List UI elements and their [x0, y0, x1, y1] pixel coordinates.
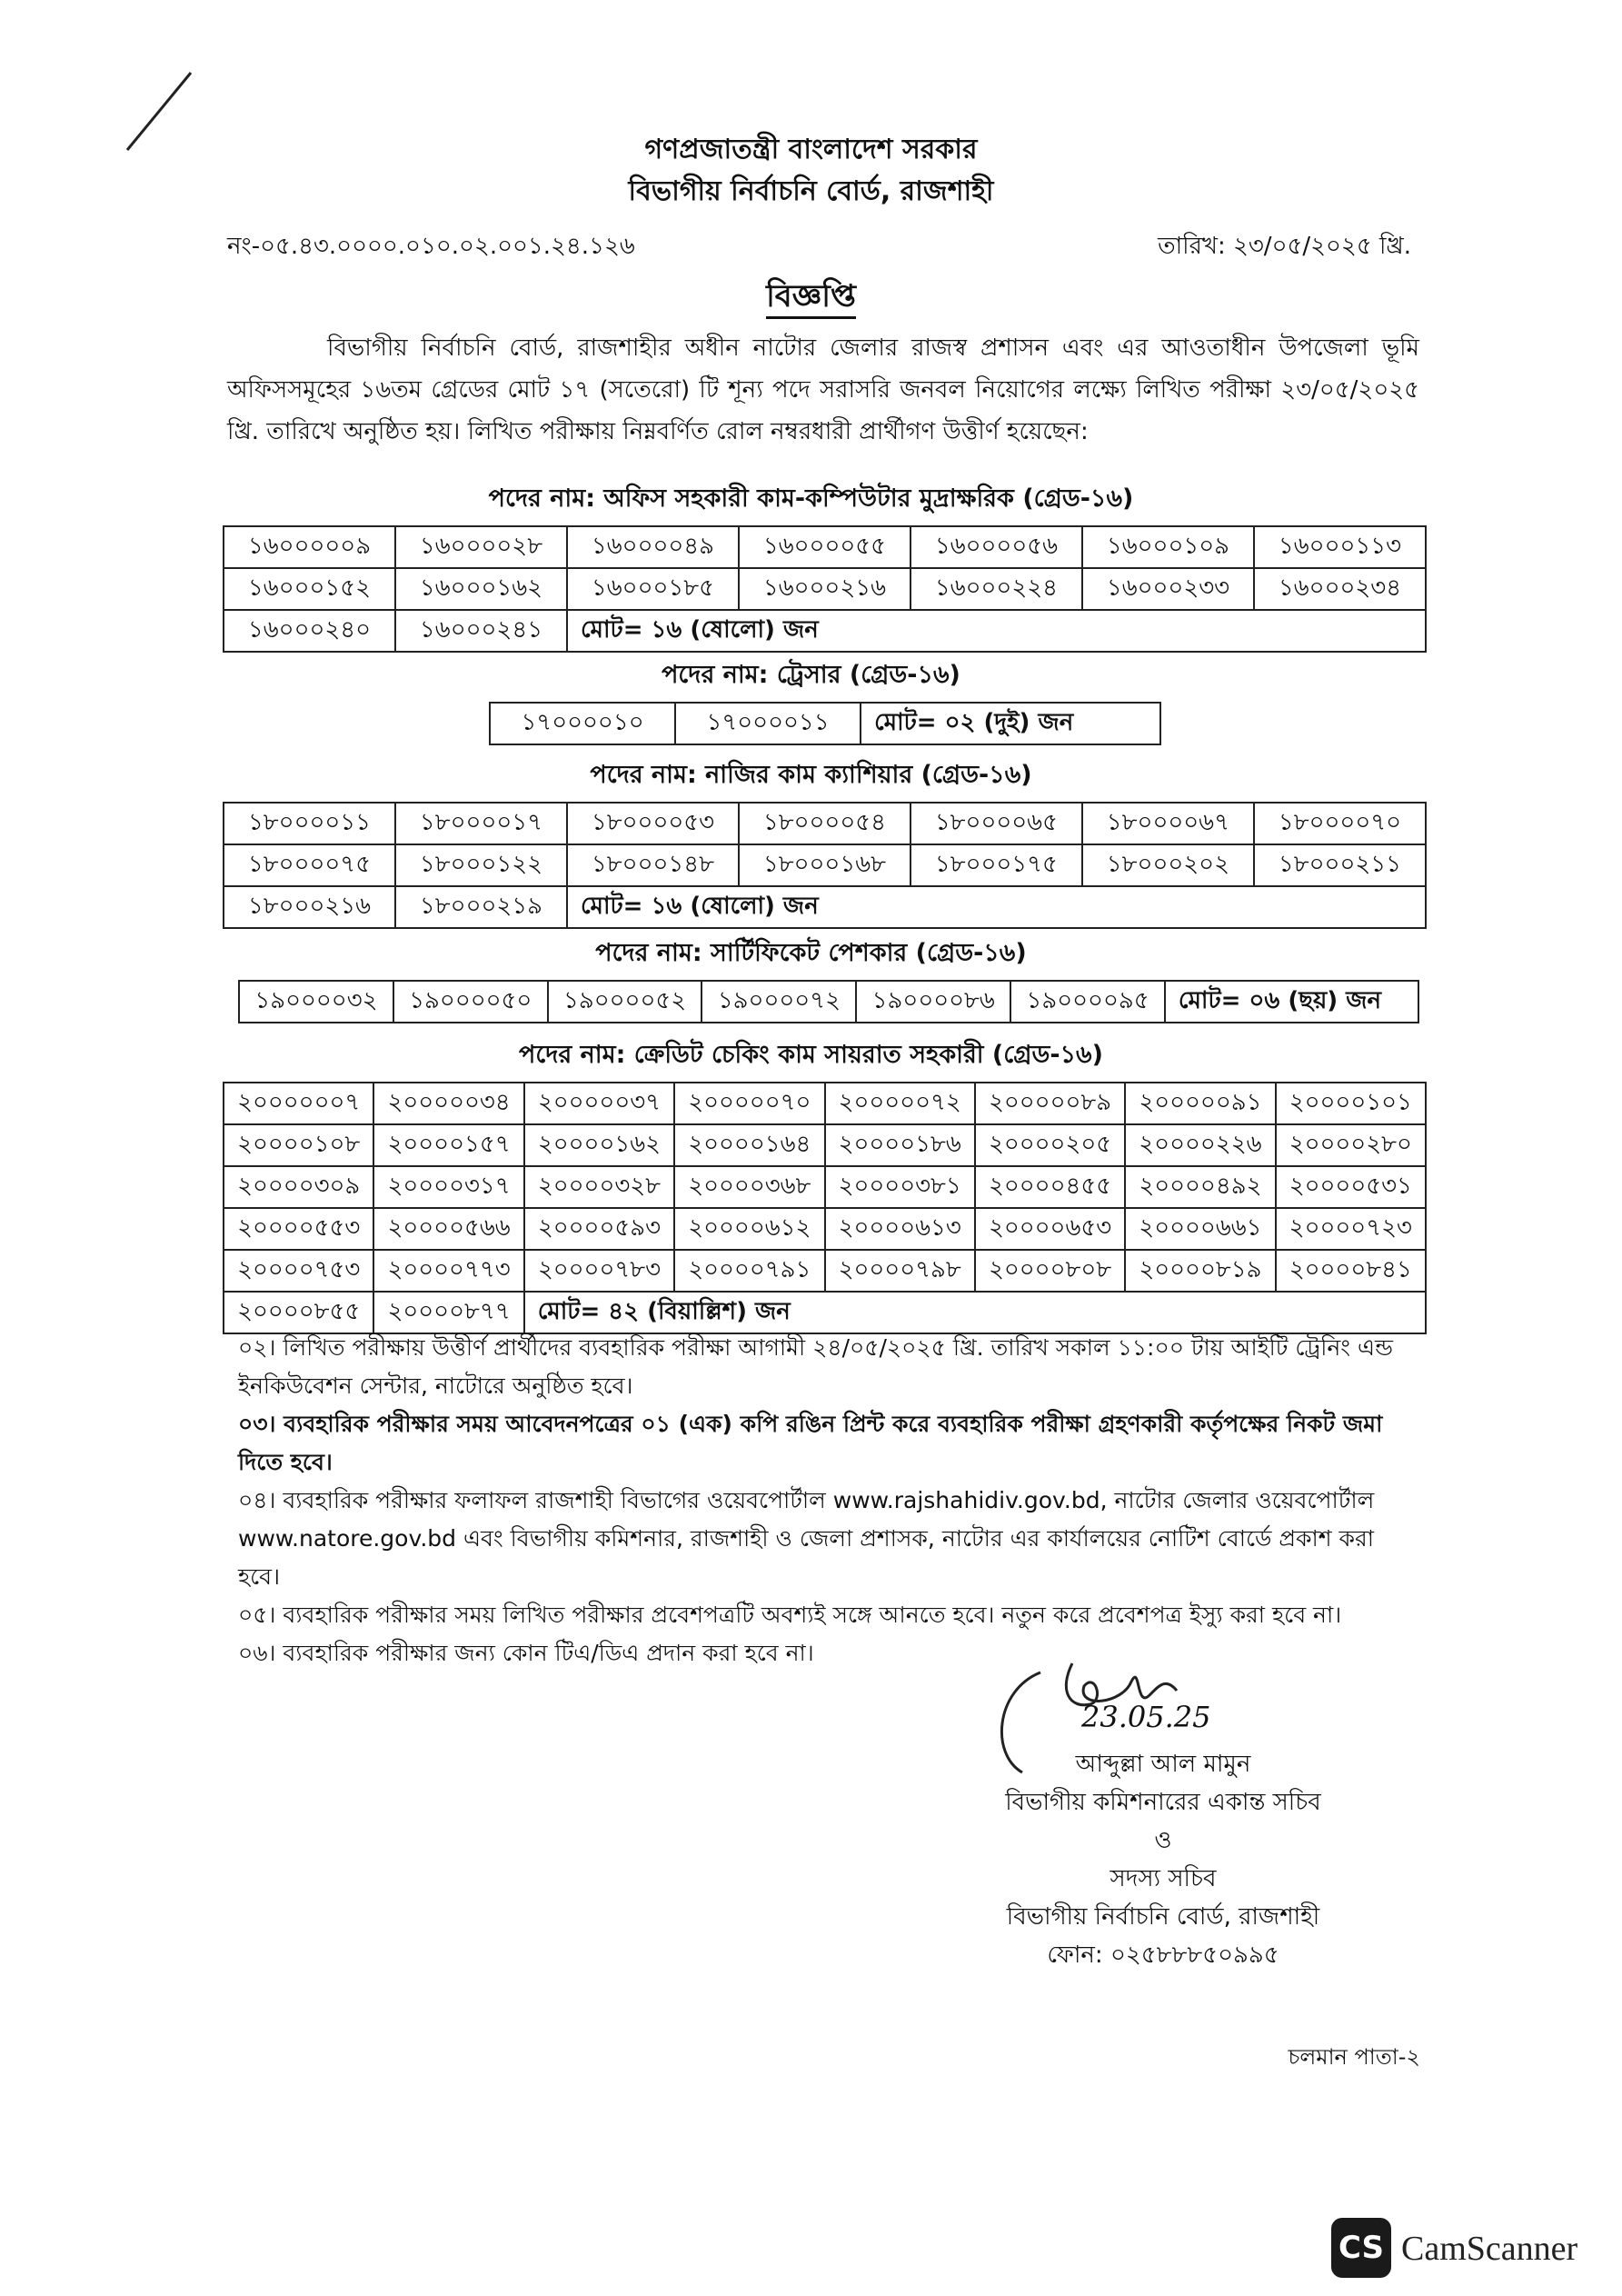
roll-cell: ২০০০০৮৪১	[1276, 1250, 1426, 1292]
roll-cell: ২০০০০৬৫৩	[975, 1208, 1125, 1250]
roll-cell: ১৬০০০০৫৬	[911, 526, 1082, 568]
roll-cell: ১৬০০০২৪০	[224, 610, 395, 652]
roll-cell: ১৮০০০২১১	[1254, 844, 1426, 886]
roll-cell: ২০০০০২৮০	[1276, 1124, 1426, 1166]
table-row	[224, 803, 1426, 844]
roll-cell: ২০০০০১৫৭	[373, 1124, 523, 1166]
roll-cell: ২০০০০০৩৭	[524, 1083, 674, 1124]
instruction-item: ০২। লিখিত পরীক্ষায় উত্তীর্ণ প্রার্থীদের ব্যবহারিক পরীক্ষা আগামী ২৪/০৫/২০২৫ খ্রি. তারিখ সকাল ১১:০০ টায় আইটি ট্রেনিং এন্ড ইনকিউবেশন সেন্টার, নাটোরে অনুষ্ঠিত হবে।	[238, 1334, 1393, 1399]
roll-cell: ১৬০০০০২৮	[395, 526, 567, 568]
roll-cell: ২০০০০১০৮	[224, 1124, 373, 1166]
instruction-item: ০৫। ব্যবহারিক পরীক্ষার সময় লিখিত পরীক্ষার প্রবেশপত্রটি অবশ্যই সঙ্গে আনতে হবে। নতুন করে প্রবেশপত্র ইস্যু করা হবে না।	[238, 1602, 1342, 1628]
table-row	[224, 568, 1426, 610]
roll-cell: ১৯০০০০৭২	[702, 981, 856, 1023]
roll-cell: ১৬০০০২৩৪	[1254, 568, 1426, 610]
table-row	[490, 703, 1160, 744]
continued-page-note: চলমান পাতা-২	[1288, 2044, 1420, 2070]
roll-cell: ১৬০০০১৬২	[395, 568, 567, 610]
notice-title: বিজ্ঞপ্তি	[0, 273, 1622, 324]
roll-cell: ২০০০০৭৯৮	[825, 1250, 975, 1292]
roll-cell: ২০০০০০০৭	[224, 1083, 373, 1124]
roll-cell: ২০০০০৬৬১	[1125, 1208, 1275, 1250]
roll-cell: ১৬০০০০৫৫	[739, 526, 911, 568]
signatory-office: বিভাগীয় নির্বাচনি বোর্ড, রাজশাহী	[1006, 1903, 1320, 1931]
roll-cell: ১৮০০০১২২	[395, 844, 567, 886]
roll-cell: ১৮০০০১৬৮	[739, 844, 911, 886]
instruction-item: ০৪। ব্যবহারিক পরীক্ষার ফলাফল রাজশাহী বিভাগের ওয়েবপোর্টাল www.rajshahidiv.gov.bd, নাটোর জেলার ওয়েবপোর্টাল www.natore.gov.bd এবং বিভাগীয় কমিশনার, রাজশাহী ও জেলা প্রশাসক, নাটোর এর কার্যালয়ের নোটিশ বোর্ডে প্রকাশ করা হবে।	[238, 1487, 1375, 1590]
roll-cell: ২০০০০০৮৯	[975, 1083, 1125, 1124]
post-title-certificate-peshkar: পদের নাম: সার্টিফিকেট পেশকার (গ্রেড-১৬)	[595, 939, 1027, 967]
roll-cell: ২০০০০৭৯১	[674, 1250, 824, 1292]
table-row	[224, 1124, 1426, 1166]
camscanner-watermark: CamScanner	[1401, 2230, 1578, 2268]
instruction-item: ০৬। ব্যবহারিক পরীক্ষার জন্য কোন টিএ/ডিএ প্রদান করা হবে না।	[238, 1640, 814, 1666]
signature-block	[909, 1745, 1418, 1974]
roll-cell: ১৬০০০২১৬	[739, 568, 911, 610]
intro-paragraph: বিভাগীয় নির্বাচনি বোর্ড, রাজশাহীর অধীন নাটোর জেলার রাজস্ব প্রশাসন এবং এর আওতাধীন উপজেলা ভূমি অফিসসমূহের ১৬তম গ্রেডের মোট ১৭ (সতেরো) টি শূন্য পদে সরাসরি জনবল নিয়োগের লক্ষ্যে লিখিত পরীক্ষা ২৩/০৫/২০২৫ খ্রি. তারিখে অনুষ্ঠিত হয়। লিখিত পরীক্ষায় নিম্নবর্ণিত রোল নম্বরধারী প্রার্থীগণ উত্তীর্ণ হয়েছেন:	[227, 334, 1419, 445]
table-row	[224, 610, 1426, 652]
roll-cell: ১৮০০০১৭৫	[911, 844, 1082, 886]
roll-cell: ২০০০০৬১৩	[825, 1208, 975, 1250]
memo-number: নং-০৫.৪৩.০০০০.০১০.০২.০০১.২৪.১২৬	[227, 233, 635, 260]
roll-cell: ১৮০০০০১৭	[395, 803, 567, 844]
table-row	[224, 1250, 1426, 1292]
roll-cell: ১৬০০০০০৯	[224, 526, 395, 568]
roll-cell: ২০০০০২২৬	[1125, 1124, 1275, 1166]
roll-cell: ১৮০০০০৬৫	[911, 803, 1082, 844]
roll-cell: ১৬০০০১৫২	[224, 568, 395, 610]
roll-cell: ১৬০০০১১৩	[1254, 526, 1426, 568]
roll-cell: ২০০০০৪৯২	[1125, 1166, 1275, 1208]
roll-cell: ১৯০০০০৫০	[393, 981, 548, 1023]
roll-cell: ২০০০০৩৮১	[825, 1166, 975, 1208]
instructions	[238, 1329, 1419, 1672]
roll-cell: ২০০০০৮৫৫	[224, 1292, 373, 1333]
total-count: মোট= ০৬ (ছয়) জন	[1165, 981, 1418, 1023]
roll-cell: ২০০০০৫৫৩	[224, 1208, 373, 1250]
roll-cell: ২০০০০৭৮৩	[524, 1250, 674, 1292]
roll-cell: ২০০০০৮১৯	[1125, 1250, 1275, 1292]
table-row	[224, 886, 1426, 928]
table-row	[224, 526, 1426, 568]
roll-table-office-assistant	[223, 525, 1427, 653]
total-count: মোট= ৪২ (বিয়াল্লিশ) জন	[524, 1292, 1426, 1333]
roll-cell: ২০০০০৬১২	[674, 1208, 824, 1250]
total-count: মোট= ০২ (দুই) জন	[861, 703, 1160, 744]
memo-date: তারিখ: ২৩/০৫/২০২৫ খ্রি.	[1158, 233, 1411, 260]
roll-cell: ২০০০০৩৬৮	[674, 1166, 824, 1208]
roll-cell: ২০০০০১৬৪	[674, 1124, 824, 1166]
roll-cell: ২০০০০০৩৪	[373, 1083, 523, 1124]
signatory-role: সদস্য সচিব	[1110, 1865, 1217, 1892]
camscanner-logo-icon: CS	[1331, 2218, 1391, 2278]
roll-cell: ১৬০০০১৮৫	[567, 568, 739, 610]
roll-cell: ২০০০০৭৫৩	[224, 1250, 373, 1292]
signature-date: 23.05.25	[1081, 1700, 1211, 1734]
roll-cell: ১৬০০০২২৪	[911, 568, 1082, 610]
roll-cell: ১৮০০০০১১	[224, 803, 395, 844]
roll-cell: ১৭০০০০১০	[490, 703, 675, 744]
roll-cell: ১৬০০০২৪১	[395, 610, 567, 652]
total-count: মোট= ১৬ (ষোলো) জন	[567, 886, 1426, 928]
roll-cell: ১৮০০০০৭০	[1254, 803, 1426, 844]
roll-cell: ২০০০০১৬২	[524, 1124, 674, 1166]
roll-cell: ২০০০০১৮৬	[825, 1124, 975, 1166]
roll-cell: ২০০০০৭২৩	[1276, 1208, 1426, 1250]
total-count: মোট= ১৬ (ষোলো) জন	[567, 610, 1426, 652]
roll-cell: ১৮০০০২১৯	[395, 886, 567, 928]
roll-cell: ১৮০০০০৫৩	[567, 803, 739, 844]
table-row	[224, 1083, 1426, 1124]
roll-table-nazir	[223, 802, 1427, 929]
government-title: গণপ্রজাতন্ত্রী বাংলাদেশ সরকার	[644, 134, 978, 165]
roll-cell: ২০০০০৭৭৩	[373, 1250, 523, 1292]
conjunction: ও	[1154, 1827, 1172, 1854]
signatory-designation: বিভাগীয় কমিশনারের একান্ত সচিব	[1005, 1789, 1321, 1816]
roll-cell: ১৮০০০০৫৪	[739, 803, 911, 844]
table-row	[224, 844, 1426, 886]
roll-cell: ২০০০০৫৯৩	[524, 1208, 674, 1250]
table-row	[239, 981, 1418, 1023]
table-row	[224, 1292, 1426, 1333]
roll-cell: ১৮০০০১৪৮	[567, 844, 739, 886]
roll-cell: ১৯০০০০৮৬	[856, 981, 1010, 1023]
roll-cell: ২০০০০০৯১	[1125, 1083, 1275, 1124]
roll-cell: ১৬০০০০৪৯	[567, 526, 739, 568]
signatory-name: আব্দুল্লা আল মামুন	[1075, 1751, 1251, 1778]
board-title: বিভাগীয় নির্বাচনি বোর্ড, রাজশাহী	[628, 175, 994, 207]
roll-cell: ১৯০০০০৫২	[548, 981, 702, 1023]
roll-cell: ২০০০০২০৫	[975, 1124, 1125, 1166]
roll-cell: ২০০০০০৭২	[825, 1083, 975, 1124]
roll-cell: ২০০০০৩২৮	[524, 1166, 674, 1208]
table-row	[224, 1166, 1426, 1208]
roll-cell: ১৮০০০০৬৭	[1082, 803, 1254, 844]
roll-cell: ২০০০০৫৩১	[1276, 1166, 1426, 1208]
post-title-credit-checking: পদের নাম: ক্রেডিট চেকিং কাম সায়রাত সহকারী (গ্রেড-১৬)	[519, 1041, 1103, 1069]
signatory-phone: ফোন: ০২৫৮৮৮৫০৯৯৫	[1047, 1942, 1279, 1969]
post-title-tracer: পদের নাম: ট্রেসার (গ্রেড-১৬)	[662, 661, 960, 689]
roll-cell: ২০০০০১০১	[1276, 1083, 1426, 1124]
post-title-office-assistant: পদের নাম: অফিস সহকারী কাম-কম্পিউটার মুদ্রাক্ষরিক (গ্রেড-১৬)	[488, 484, 1134, 513]
roll-table-tracer	[489, 702, 1161, 745]
roll-cell: ২০০০০০৭০	[674, 1083, 824, 1124]
roll-cell: ২০০০০৮৭৭	[373, 1292, 523, 1333]
post-title-nazir: পদের নাম: নাজির কাম ক্যাশিয়ার (গ্রেড-১৬)	[590, 761, 1032, 789]
roll-cell: ১৬০০০১০৯	[1082, 526, 1254, 568]
roll-cell: ১৮০০০০৭৫	[224, 844, 395, 886]
roll-cell: ১৬০০০২৩৩	[1082, 568, 1254, 610]
roll-table-certificate-peshkar	[238, 980, 1419, 1023]
roll-cell: ১৯০০০০৩২	[239, 981, 393, 1023]
roll-cell: ২০০০০৮০৮	[975, 1250, 1125, 1292]
roll-cell: ১৭০০০০১১	[675, 703, 861, 744]
roll-cell: ২০০০০৩০৯	[224, 1166, 373, 1208]
roll-cell: ২০০০০৩১৭	[373, 1166, 523, 1208]
instruction-item: ০৩। ব্যবহারিক পরীক্ষার সময় আবেদনপত্রের ০১ (এক) কপি রঙিন প্রিন্ট করে ব্যবহারিক পরীক্ষা গ্রহণকারী কর্তৃপক্ষের নিকট জমা দিতে হবে।	[238, 1411, 1383, 1475]
roll-cell: ১৮০০০২১৬	[224, 886, 395, 928]
table-row	[224, 1208, 1426, 1250]
roll-cell: ২০০০০৫৬৬	[373, 1208, 523, 1250]
roll-cell: ১৯০০০০৯৫	[1010, 981, 1165, 1023]
roll-cell: ২০০০০৪৫৫	[975, 1166, 1125, 1208]
roll-table-credit-checking	[223, 1082, 1427, 1334]
roll-cell: ১৮০০০২০২	[1082, 844, 1254, 886]
